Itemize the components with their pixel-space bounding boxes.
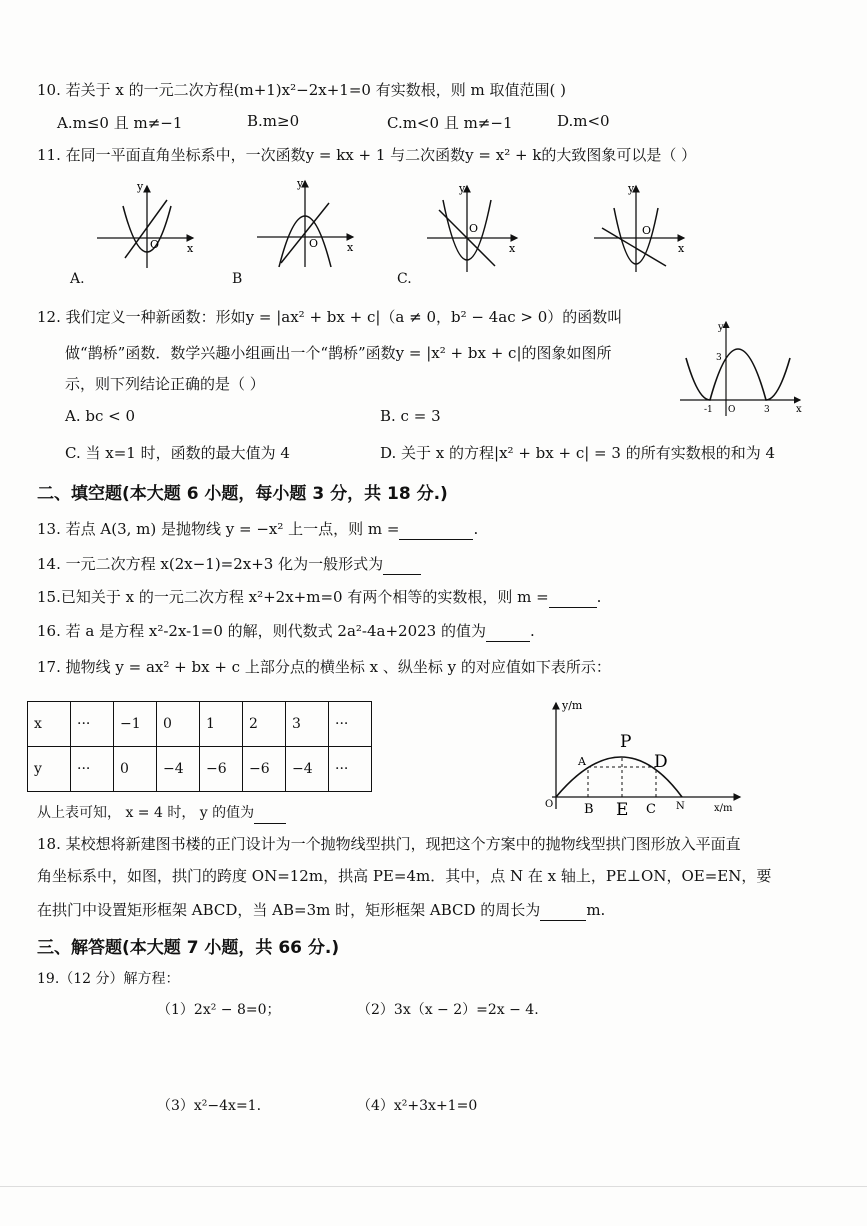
svg-text:O: O [728, 405, 736, 415]
svg-text:O: O [545, 799, 554, 810]
q19-stem: 19.（12 分）解方程： [37, 971, 180, 987]
table-row [28, 702, 372, 747]
q19-part-4: （4）x²+3x+1=0 [357, 1098, 478, 1114]
q15 [37, 587, 601, 608]
q13-period: . [473, 520, 479, 538]
svg-text:x: x [187, 242, 194, 255]
svg-text:-1: -1 [704, 405, 713, 415]
table-cell: ··· [71, 747, 114, 792]
table-cell: −1 [114, 702, 157, 747]
svg-text:x: x [347, 241, 354, 254]
q10-option-b: B.m≥0 [247, 112, 300, 130]
svg-text:y/m: y/m [562, 699, 583, 712]
svg-text:B: B [584, 802, 594, 815]
svg-text:A: A [578, 755, 586, 768]
q16-period: . [529, 622, 535, 640]
q12-line2: 做“鹊桥”函数．数学兴趣小组画出一个“鹊桥”函数y = |x² + bx + c|的图象如图所 [65, 344, 612, 362]
svg-text:3: 3 [716, 353, 722, 363]
q19-part-2: （2）3x（x − 2）=2x − 4. [357, 1002, 539, 1018]
q12-option-b: B. c = 3 [380, 407, 441, 425]
q18-line2: 角坐标系中，如图，拱门的跨度 ON=12m，拱高 PE=4m．其中，点 N 在 x 轴上，PE⊥ON，OE=EN，要 [37, 867, 772, 885]
q10-stem: 10. 若关于 x 的一元二次方程(m+1)x²−2x+1=0 有实数根，则 m 取值范围( ) [37, 81, 566, 99]
table-cell: y [28, 747, 71, 792]
table-cell: −4 [286, 747, 329, 792]
q18-line3-text: 在拱门中设置矩形框架 ABCD，当 AB=3m 时，矩形框架 ABCD 的周长为 [37, 901, 541, 919]
q10-option-a: A.m≤0 且 m≠−1 [57, 114, 183, 132]
q16-answer-blank[interactable] [486, 621, 530, 642]
q15-answer-blank[interactable] [549, 587, 597, 608]
svg-text:N: N [676, 801, 685, 812]
q18-line1: 18. 某校想将新建图书楼的正门设计为一个抛物线型拱门，现把这个方案中的抛物线型拱门图形放入平面直 [37, 835, 741, 853]
table-row [28, 747, 372, 792]
q12-line3: 示，则下列结论正确的是（ ） [65, 375, 265, 393]
svg-text:O: O [309, 237, 319, 250]
table-cell: x [28, 702, 71, 747]
svg-text:E: E [616, 800, 629, 815]
q17-value-table [27, 701, 372, 792]
q12-option-a: A. bc < 0 [65, 407, 136, 425]
q14-answer-blank[interactable] [383, 554, 421, 575]
q12-option-d: D. 关于 x 的方程|x² + bx + c| = 3 的所有实数根的和为 4 [380, 444, 776, 462]
q11-label-a: A. [70, 271, 85, 287]
table-cell: 1 [200, 702, 243, 747]
svg-text:O: O [469, 222, 479, 235]
table-cell: ··· [71, 702, 114, 747]
q11-graph-b [255, 175, 365, 270]
q13-text: 13. 若点 A(3, m) 是抛物线 y = −x² 上一点，则 m = [37, 520, 400, 538]
svg-text:y: y [628, 182, 635, 195]
table-cell: 0 [157, 702, 200, 747]
svg-text:x/m: x/m [714, 803, 733, 814]
q15-period: . [596, 588, 602, 606]
section-2-title: 二、填空题(本大题 6 小题，每小题 3 分，共 18 分.) [37, 484, 448, 504]
svg-text:y: y [137, 180, 144, 193]
svg-text:y: y [459, 182, 466, 195]
svg-text:x: x [796, 404, 802, 415]
table-cell: −6 [200, 747, 243, 792]
svg-text:3: 3 [764, 405, 770, 415]
q12-graph [678, 318, 806, 418]
svg-text:D: D [654, 752, 668, 772]
q18-unit: m. [586, 901, 606, 919]
table-cell: 2 [243, 702, 286, 747]
svg-text:O: O [150, 238, 160, 251]
table-cell: 0 [114, 747, 157, 792]
q12-line1: 12. 我们定义一种新函数：形如y = |ax² + bx + c|（a ≠ 0，b² − 4ac > 0）的函数叫 [37, 308, 623, 326]
q17-stem: 17. 抛物线 y = ax² + bx + c 上部分点的横坐标 x 、纵坐标 y 的对应值如下表所示： [37, 658, 611, 676]
svg-text:P: P [620, 732, 632, 752]
q16-text: 16. 若 a 是方程 x²-2x-1=0 的解，则代数式 2a²-4a+2023 的值为 [37, 622, 486, 640]
svg-text:y: y [718, 322, 724, 333]
svg-text:C: C [646, 802, 656, 815]
q13 [37, 519, 478, 540]
bottom-divider [0, 1186, 867, 1187]
q14-text: 14. 一元二次方程 x(2x−1)=2x+3 化为一般形式为 [37, 555, 384, 573]
q10-option-d: D.m<0 [557, 112, 610, 130]
section-3-title: 三、解答题(本大题 7 小题，共 66 分.) [37, 938, 340, 958]
q16 [37, 621, 535, 642]
q19-part-1: （1）2x² − 8=0； [157, 1002, 281, 1018]
svg-text:x: x [678, 242, 685, 255]
table-cell: −6 [243, 747, 286, 792]
q11-label-b: B [232, 271, 243, 287]
q18-figure [530, 697, 750, 815]
q11-label-c: C. [397, 271, 412, 287]
q17-after-text: 从上表可知， x = 4 时， y 的值为 [37, 805, 255, 821]
q10-option-c: C.m<0 且 m≠−1 [387, 114, 513, 132]
q11-graph-a [95, 178, 205, 273]
q17-after [37, 803, 286, 824]
q19-part-3: （3）x²−4x=1. [157, 1098, 262, 1114]
table-cell: −4 [157, 747, 200, 792]
q12-option-c: C. 当 x=1 时，函数的最大值为 4 [65, 444, 290, 462]
table-cell: 3 [286, 702, 329, 747]
svg-text:y: y [297, 177, 304, 190]
q18-answer-blank[interactable] [540, 900, 586, 921]
q14 [37, 554, 421, 575]
q13-answer-blank[interactable] [399, 519, 473, 540]
svg-text:x: x [509, 242, 516, 255]
q17-answer-blank[interactable] [254, 803, 286, 824]
svg-text:O: O [642, 224, 652, 237]
table-cell: ··· [329, 702, 372, 747]
q11-graph-d [592, 180, 692, 275]
q15-text: 15.已知关于 x 的一元二次方程 x²+2x+m=0 有两个相等的实数根，则 m = [37, 588, 549, 606]
table-cell: ··· [329, 747, 372, 792]
q18-line3 [37, 900, 605, 921]
q11-stem: 11. 在同一平面直角坐标系中，一次函数y = kx + 1 与二次函数y = x² + k的大致图象可以是（ ） [37, 146, 697, 164]
q11-graph-c [425, 180, 525, 275]
